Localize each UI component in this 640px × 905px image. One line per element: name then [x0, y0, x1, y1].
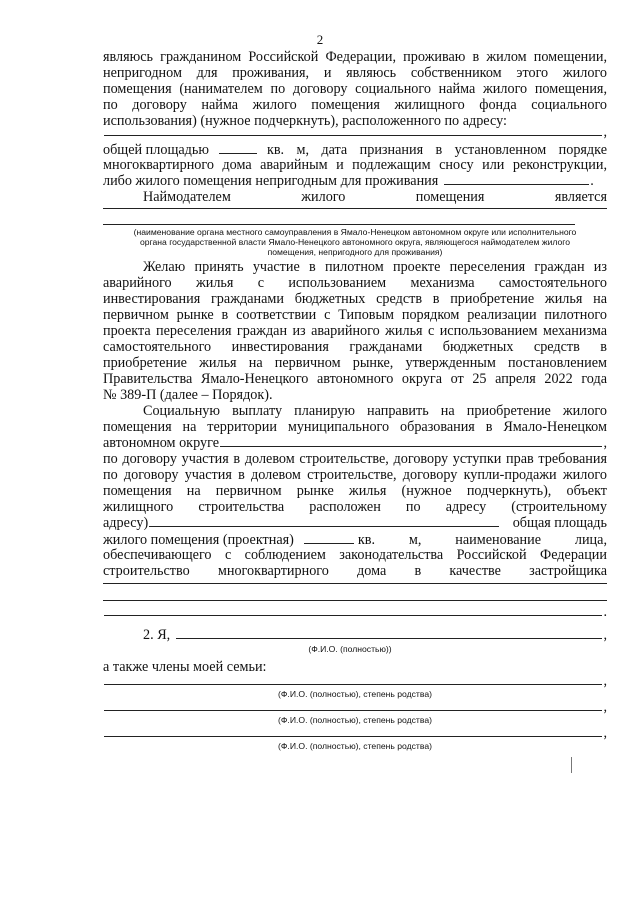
project-area-blank[interactable] — [304, 531, 354, 544]
address-blank-line[interactable] — [103, 124, 607, 140]
applicant-caption: (Ф.И.О. (полностью)) — [308, 644, 392, 654]
text-line: являюсь гражданином Российской Федерации, проживаю в жилом помещении, — [103, 49, 607, 65]
area-line — [103, 141, 607, 158]
family-member-blank[interactable] — [104, 725, 602, 737]
developer-blank-line-3[interactable] — [103, 604, 607, 620]
comma: , — [603, 627, 607, 643]
family-member-blank[interactable] — [104, 699, 602, 711]
text-line: использования) (нужное подчеркнуть), расположенного по адресу: — [103, 113, 507, 129]
area-blank[interactable] — [219, 141, 257, 154]
comma: , — [603, 725, 607, 741]
text-line: помещения на первичном рынке жилья (нужное подчеркнуть), объект — [103, 483, 607, 499]
family-member-line-3[interactable] — [103, 725, 607, 741]
comma: , — [603, 435, 607, 451]
caption-line: помещения, непригодного для проживания) — [267, 247, 443, 257]
text-line: обеспечивающего с соблюдением законодательства Российской Федерации — [103, 547, 607, 563]
page-number: 2 — [316, 32, 324, 47]
caption-line: органа государственной власти Ямало-Ненецкого автономного округа, являющегося наймодателем жилого — [140, 237, 570, 247]
developer-blank-3[interactable] — [104, 604, 602, 616]
landlord-blank-1[interactable] — [103, 208, 607, 209]
municipality-line — [103, 435, 607, 451]
text-line: самостоятельного инвестирования гражданами бюджетных средств в — [103, 339, 607, 355]
caption-line: (наименование органа местного самоуправления в Ямало-Ненецком автономном округе или исполнительного — [133, 227, 577, 237]
family-member-line-2[interactable] — [103, 699, 607, 715]
comma: , — [603, 673, 607, 689]
text-line: аварийного жилья с использованием механизма самостоятельного — [103, 275, 607, 291]
text-line: адресу) — [103, 515, 149, 531]
text-line: по договору найма жилого помещения жилищного фонда социального — [103, 97, 607, 113]
text-line: приобретение жилья на первичном рынке, утвержденным постановлением — [103, 355, 607, 371]
text-line: помещения (нанимателем по договору социального найма жилого помещения, — [103, 81, 607, 97]
text-line: многоквартирного дома аварийным и подлежащим сносу или реконструкции, — [103, 157, 607, 173]
text-line: по договору участия в долевом строительстве, договору купли-продажи жилого — [103, 467, 607, 483]
text-line: Желаю принять участие в пилотном проекте переселения граждан из — [143, 259, 607, 275]
applicant-name-blank[interactable] — [176, 627, 602, 639]
area-label: общей площадью — [103, 142, 209, 158]
period: . — [590, 173, 594, 189]
object-address-blank[interactable] — [149, 515, 499, 527]
family-member-caption: (Ф.И.О. (полностью), степень родства) — [278, 741, 432, 751]
applicant-line — [143, 627, 607, 643]
text-line: автономном округе — [103, 435, 219, 451]
landlord-line: Наймодателем жилого помещения является — [143, 189, 607, 205]
text-line: Социальную выплату планирую направить на приобретение жилого — [143, 403, 607, 419]
period: . — [603, 604, 607, 620]
text-line: жилищного строительства расположен по адресу (строительному — [103, 499, 607, 515]
comma: , — [603, 124, 607, 140]
comma: , — [603, 699, 607, 715]
text-line: инвестирования гражданами бюджетных средств в приобретение жилья на — [103, 291, 607, 307]
object-address-line — [103, 515, 607, 531]
family-member-line-1[interactable] — [103, 673, 607, 689]
text-line: общая площадь — [512, 515, 607, 531]
applicant-label: 2. Я, — [143, 627, 171, 643]
text-line: либо жилого помещения непригодным для проживания — [103, 173, 439, 189]
family-member-caption: (Ф.И.О. (полностью), степень родства) — [278, 715, 432, 725]
family-member-caption: (Ф.И.О. (полностью), степень родства) — [278, 689, 432, 699]
project-area-line — [103, 531, 607, 548]
developer-blank-1[interactable] — [103, 583, 607, 584]
address-blank[interactable] — [104, 124, 602, 136]
text-line: проекта переселения граждан из аварийного жилья с использованием механизма — [103, 323, 607, 339]
unfit-line — [103, 173, 607, 189]
text-line: № 389-П (далее – Порядок). — [103, 387, 273, 403]
municipality-blank[interactable] — [220, 435, 602, 447]
landlord-blank-2[interactable] — [103, 224, 575, 225]
developer-blank-2[interactable] — [103, 600, 607, 601]
scan-mark — [571, 757, 572, 773]
text-line: жилого помещения (проектная) — [103, 532, 294, 548]
date-blank[interactable] — [444, 173, 589, 185]
text-line: непригодном для проживания, и являюсь собственником этого жилого — [103, 65, 607, 81]
text-line: помещения на территории муниципального образования в Ямало-Ненецком — [103, 419, 607, 435]
text-line: строительство многоквартирного дома в качестве застройщика — [103, 563, 607, 579]
text-line: по договору участия в долевом строительстве, договору уступки прав требования — [103, 451, 607, 467]
family-label: а также члены моей семьи: — [103, 659, 267, 675]
family-member-blank[interactable] — [104, 673, 602, 685]
text-line: первичном рынке в соответствии с Типовым порядком реализации пилотного — [103, 307, 607, 323]
text-line: кв. м, дата признания в установленном порядке — [266, 142, 607, 158]
text-line: кв. м, наименование лица, — [357, 532, 607, 548]
text-line: Правительства Ямало-Ненецкого автономного округа от 25 апреля 2022 года — [103, 371, 607, 387]
